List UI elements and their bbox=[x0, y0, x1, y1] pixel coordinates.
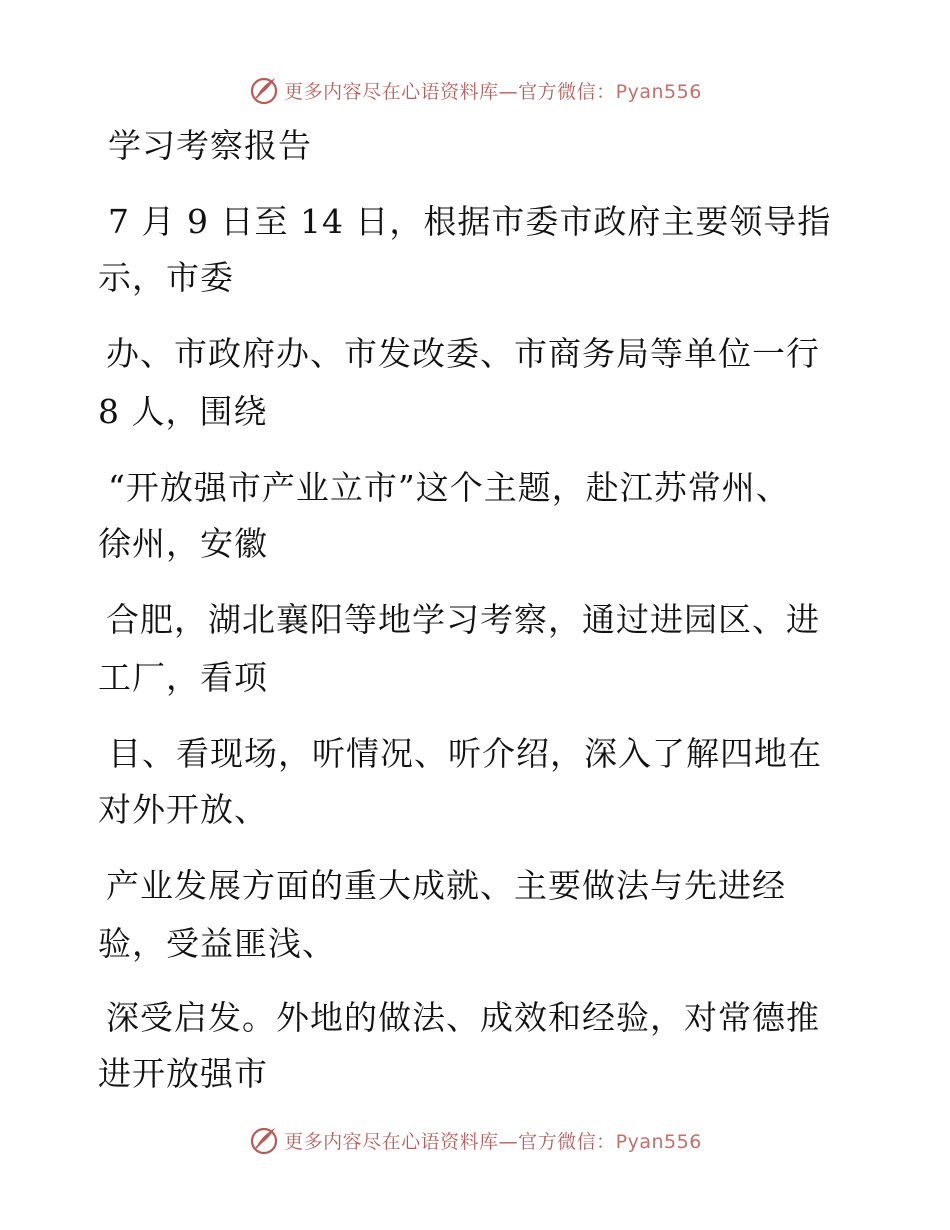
watermark-wechat-id: Pyan556 bbox=[615, 1130, 702, 1153]
paragraph-line: 徐州，安徽 bbox=[98, 524, 268, 563]
paragraph-line: 验，受益匪浅、 bbox=[98, 924, 336, 963]
paragraph-line: 产业发展方面的重大成就、主要做法与先进经 bbox=[106, 866, 786, 905]
quill-logo-icon bbox=[248, 1124, 280, 1156]
watermark-text bbox=[284, 77, 702, 104]
paragraph-line: 合肥，湖北襄阳等地学习考察，通过进园区、进 bbox=[106, 600, 820, 639]
watermark-label: 更多内容尽在心语资料库—官方微信： bbox=[284, 80, 616, 103]
watermark-text bbox=[284, 1127, 702, 1154]
paragraph-line: 办、市政府办、市发改委、市商务局等单位一行 bbox=[106, 334, 820, 373]
paragraph-line: 对外开放、 bbox=[98, 790, 268, 829]
footer-watermark bbox=[0, 1120, 950, 1160]
paragraph-line: 8 人，围绕 bbox=[98, 392, 268, 431]
paragraph-line: 示，市委 bbox=[98, 258, 234, 297]
quill-logo-icon bbox=[248, 74, 280, 106]
watermark-wechat-id: Pyan556 bbox=[615, 80, 702, 103]
paragraph-line: 目、看现场，听情况、听介绍，深入了解四地在 bbox=[108, 734, 822, 773]
paragraph-line: 工厂，看项 bbox=[98, 658, 268, 697]
paragraph-line: “开放强市产业立市”这个主题，赴江苏常州、 bbox=[108, 468, 790, 507]
paragraph-line: 进开放强市 bbox=[98, 1054, 268, 1093]
paragraph-line: 7 月 9 日至 14 日，根据市委市政府主要领导指 bbox=[108, 202, 832, 241]
watermark-label: 更多内容尽在心语资料库—官方微信： bbox=[284, 1130, 616, 1153]
document-title: 学习考察报告 bbox=[108, 126, 312, 165]
header-watermark bbox=[0, 70, 950, 110]
paragraph-line: 深受启发。外地的做法、成效和经验，对常德推 bbox=[106, 998, 820, 1037]
